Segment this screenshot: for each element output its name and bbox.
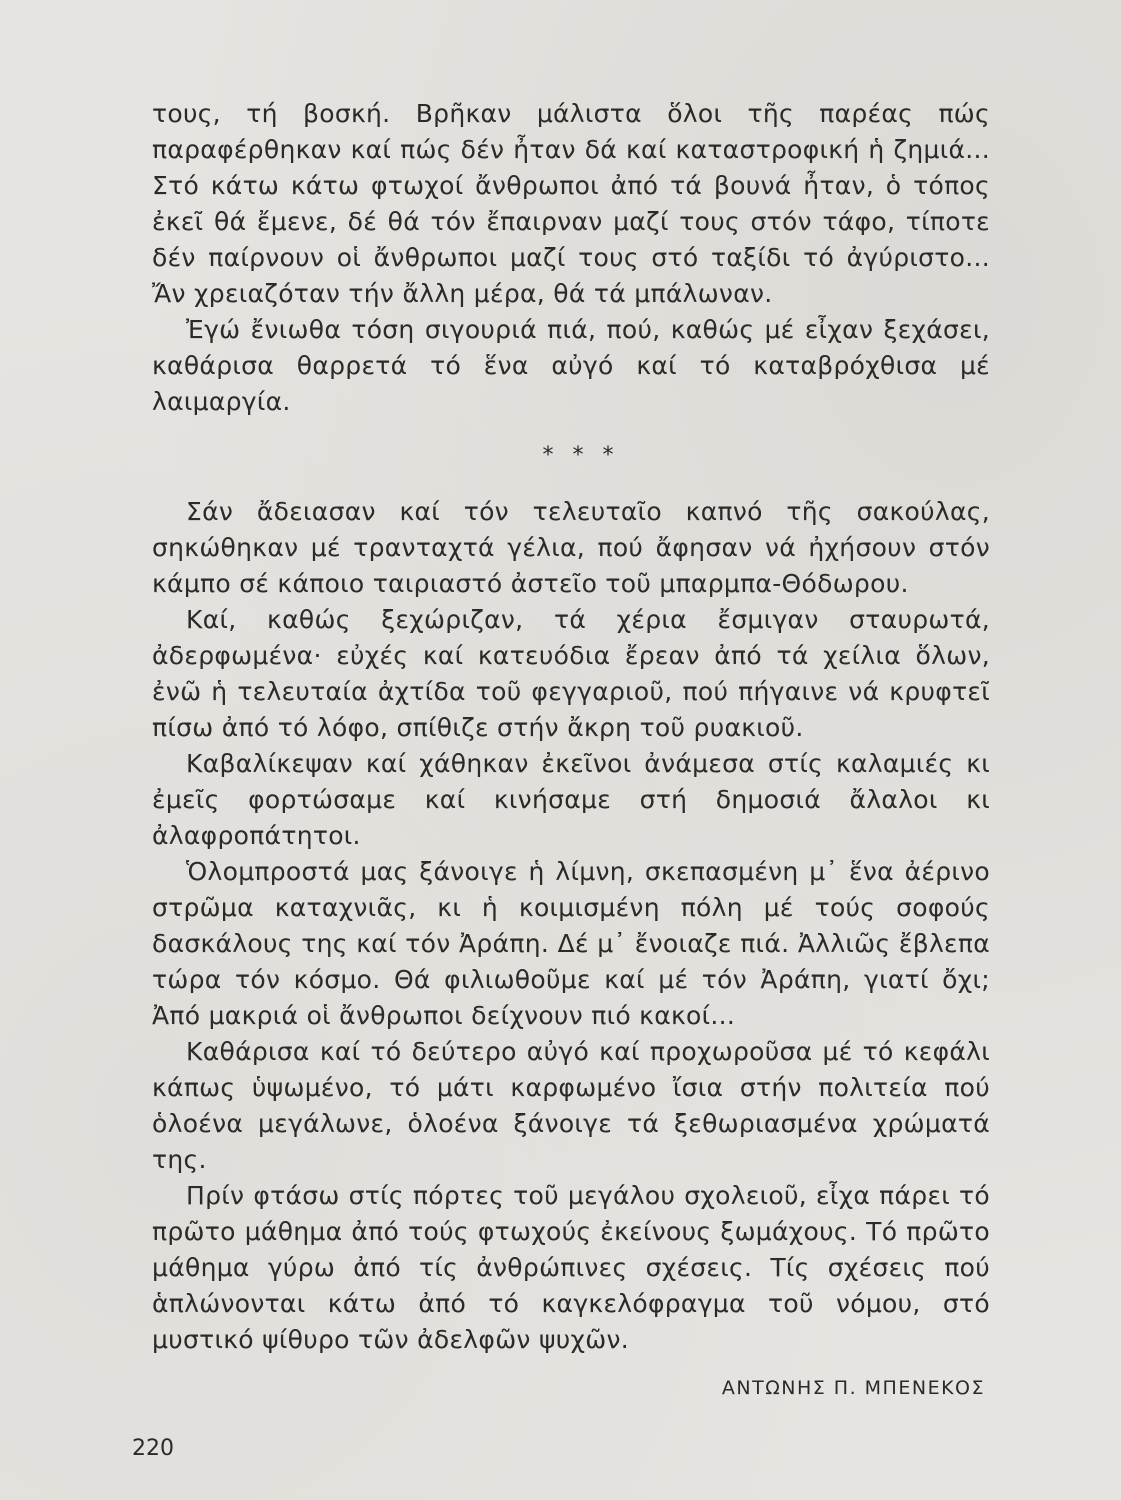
paragraph: Σάν ἄδειασαν καί τόν τελευταῖο καπνό τῆς σακούλας, σηκώθηκαν μέ τρανταχτά γέλια, πού ἄφησαν νά ἠχήσουν στόν κάμπο σέ κάποιο ταιριαστό ἀστεῖο τοῦ μπαρμπα-Θόδωρου.	[152, 497, 990, 598]
paragraph: Καί, καθώς ξεχώριζαν, τά χέρια ἔσμιγαν σταυρωτά, ἀδερφωμένα· εὐχές καί κατευόδια ἔρεαν ἀπό τά χείλια ὅλων, ἐνῶ ἡ τελευταία ἀχτίδα τοῦ φεγγαριοῦ, πού πήγαινε νά κρυφτεῖ πίσω ἀπό τό λόφο, σπίθιζε στήν ἄκρη τοῦ ρυακιοῦ.	[152, 605, 990, 742]
paragraph: Καθάρισα καί τό δεύτερο αὐγό καί προχωροῦσα μέ τό κεφάλι κάπως ὑψωμένο, τό μάτι καρφωμένο ἴσια στήν πολιτεία πού ὁλοένα μεγάλωνε, ὁλοένα ξάνοιγε τά ξεθωριασμένα χρώματά της.	[152, 1037, 990, 1174]
body-text	[152, 96, 990, 1358]
paragraph: τους, τή βοσκή. Βρῆκαν μάλιστα ὅλοι τῆς παρέας πώς παραφέρθηκαν καί πώς δέν ἦταν δά καί καταστροφική ἡ ζημιά... Στό κάτω κάτω φτωχοί ἄνθρωποι ἀπό τά βουνά ἦταν, ὁ τόπος ἐκεῖ θά ἔμενε, δέ θά τόν ἔπαιρναν μαζί τους στόν τάφο, τίποτε δέν παίρνουν οἱ ἄνθρωποι μαζί τους στό ταξίδι τό ἀγύριστο... Ἄν χρειαζόταν τήν ἄλλη μέρα, θά τά μπάλωναν.	[152, 99, 990, 308]
author-signature: ΑΝΤΩΝΗΣ Π. ΜΠΕΝΕΚΟΣ	[721, 1377, 985, 1399]
paragraph: Πρίν φτάσω στίς πόρτες τοῦ μεγάλου σχολειοῦ, εἶχα πάρει τό πρῶτο μάθημα ἀπό τούς φτωχούς ἐκείνους ξωμάχους. Τό πρῶτο μάθημα γύρω ἀπό τίς ἀνθρώπινες σχέσεις. Τίς σχέσεις πού ἁπλώνονται κάτω ἀπό τό καγκελόφραγμα τοῦ νόμου, στό μυστικό ψίθυρο τῶν ἀδελφῶν ψυχῶν.	[152, 1181, 990, 1354]
section-break: * * *	[542, 443, 620, 468]
page-number: 220	[132, 1436, 174, 1461]
paragraph: Καβαλίκεψαν καί χάθηκαν ἐκεῖνοι ἀνάμεσα στίς καλαμιές κι ἐμεῖς φορτώσαμε καί κινήσαμε στή δημοσιά ἄλαλοι κι ἀλαφροπάτητοι.	[152, 749, 990, 850]
paragraph: Ὁλομπροστά μας ξάνοιγε ἡ λίμνη, σκεπασμένη μ᾽ ἕνα ἀέρινο στρῶμα καταχνιᾶς, κι ἡ κοιμισμένη πόλη μέ τούς σοφούς δασκάλους της καί τόν Ἀράπη. Δέ μ᾽ ἔνοιαζε πιά. Ἀλλιῶς ἔβλεπα τώρα τόν κόσμο. Θά φιλιωθοῦμε καί μέ τόν Ἀράπη, γιατί ὄχι; Ἀπό μακριά οἱ ἄνθρωποι δείχνουν πιό κακοί...	[152, 857, 990, 1030]
paragraph: Ἐγώ ἔνιωθα τόση σιγουριά πιά, πού, καθώς μέ εἶχαν ξεχάσει, καθάρισα θαρρετά τό ἕνα αὐγό καί τό καταβρόχθισα μέ λαιμαργία.	[152, 315, 990, 416]
